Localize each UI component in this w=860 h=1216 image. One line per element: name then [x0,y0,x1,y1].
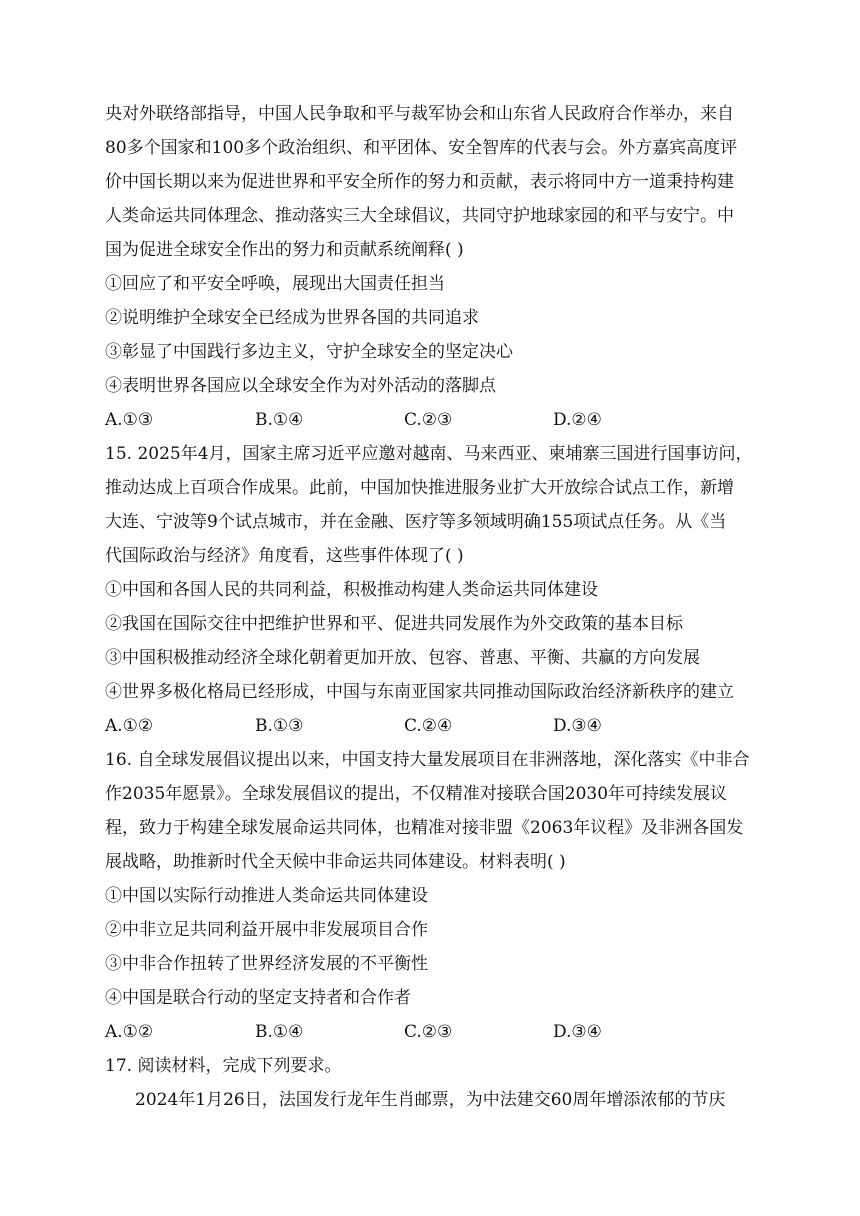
q15-choice: ③中国积极推动经济全球化朝着更加开放、包容、普惠、平衡、共赢的方向发展 [105,648,700,668]
q15-text-line: 15. 2025年4月，国家主席习近平应邀对越南、马来西亚、柬埔寨三国进行国事访问， [105,444,753,464]
q15-choice: ②我国在国际交往中把维护世界和平、促进共同发展作为外交政策的基本目标 [105,614,683,634]
q15-choice: ④世界多极化格局已经形成，中国与东南亚国家共同推动国际政治经济新秩序的建立 [105,682,734,702]
q16-choice: ④中国是联合行动的坚定支持者和合作者 [105,988,411,1008]
q16-text-line: 程，致力于构建全球发展命运共同体，也精准对接非盟《2063年议程》及非洲各国发 [105,818,744,838]
q16-option-a[interactable]: A.①② [105,1022,154,1042]
q16-text-line: 展战略，助推新时代全天候中非命运共同体建设。材料表明( ) [105,852,566,872]
q14-option-a[interactable]: A.①③ [105,410,154,430]
q16-choice: ②中非立足共同利益开展中非发展项目合作 [105,920,428,940]
q14-choice: ②说明维护全球安全已经成为世界各国的共同追求 [105,308,479,328]
q16-choice: ③中非合作扭转了世界经济发展的不平衡性 [105,954,428,974]
q15-option-c[interactable]: C.②④ [404,716,453,736]
q15-text-line: 大连、宁波等9个试点城市，并在金融、医疗等多领域明确155项试点任务。从《当 [105,512,727,532]
q15-text-line: 代国际政治与经济》角度看，这些事件体现了( ) [105,546,464,566]
q16-option-d[interactable]: D.③④ [553,1022,602,1042]
q14-choice: ③彰显了中国践行多边主义，守护全球安全的坚定决心 [105,342,513,362]
q16-choice: ①中国以实际行动推进人类命运共同体建设 [105,886,428,906]
q14-text-line: 央对外联络部指导，中国人民争取和平与裁军协会和山东省人民政府合作举办，来自 [105,104,734,124]
q14-choice: ④表明世界各国应以全球安全作为对外活动的落脚点 [105,376,496,396]
q15-option-b[interactable]: B.①③ [255,716,304,736]
q15-option-d[interactable]: D.③④ [553,716,602,736]
q14-option-b[interactable]: B.①④ [255,410,304,430]
q15-option-a[interactable]: A.①② [105,716,154,736]
q15-text-line: 推动达成上百项合作成果。此前，中国加快推进服务业扩大开放综合试点工作，新增 [105,478,734,498]
q14-option-c[interactable]: C.②③ [404,410,453,430]
q14-text-line: 80多个国家和100多个政治组织、和平团体、安全智库的代表与会。外方嘉宾高度评 [105,138,738,158]
q14-text-line: 国为促进全球安全作出的努力和贡献系统阐释( ) [105,240,464,260]
q17-heading: 17. 阅读材料，完成下列要求。 [105,1056,342,1076]
q14-option-d[interactable]: D.②④ [553,410,602,430]
q16-text-line: 16. 自全球发展倡议提出以来，中国支持大量发展项目在非洲落地，深化落实《中非合 [105,750,750,770]
q14-text-line: 人类命运共同体理念、推动落实三大全球倡议，共同守护地球家园的和平与安宁。中 [105,206,734,226]
q16-option-c[interactable]: C.②③ [404,1022,453,1042]
q17-material-text: 2024年1月26日，法国发行龙年生肖邮票，为中法建交60周年增添浓郁的节庆 [135,1090,726,1110]
q15-choice: ①中国和各国人民的共同利益，积极推动构建人类命运共同体建设 [105,580,598,600]
q16-option-b[interactable]: B.①④ [255,1022,304,1042]
q14-choice: ①回应了和平安全呼唤，展现出大国责任担当 [105,274,445,294]
q14-text-line: 价中国长期以来为促进世界和平安全所作的努力和贡献，表示将同中方一道秉持构建 [105,172,734,192]
q16-text-line: 作2035年愿景》。全球发展倡议的提出，不仅精准对接联合国2030年可持续发展议 [105,784,728,804]
